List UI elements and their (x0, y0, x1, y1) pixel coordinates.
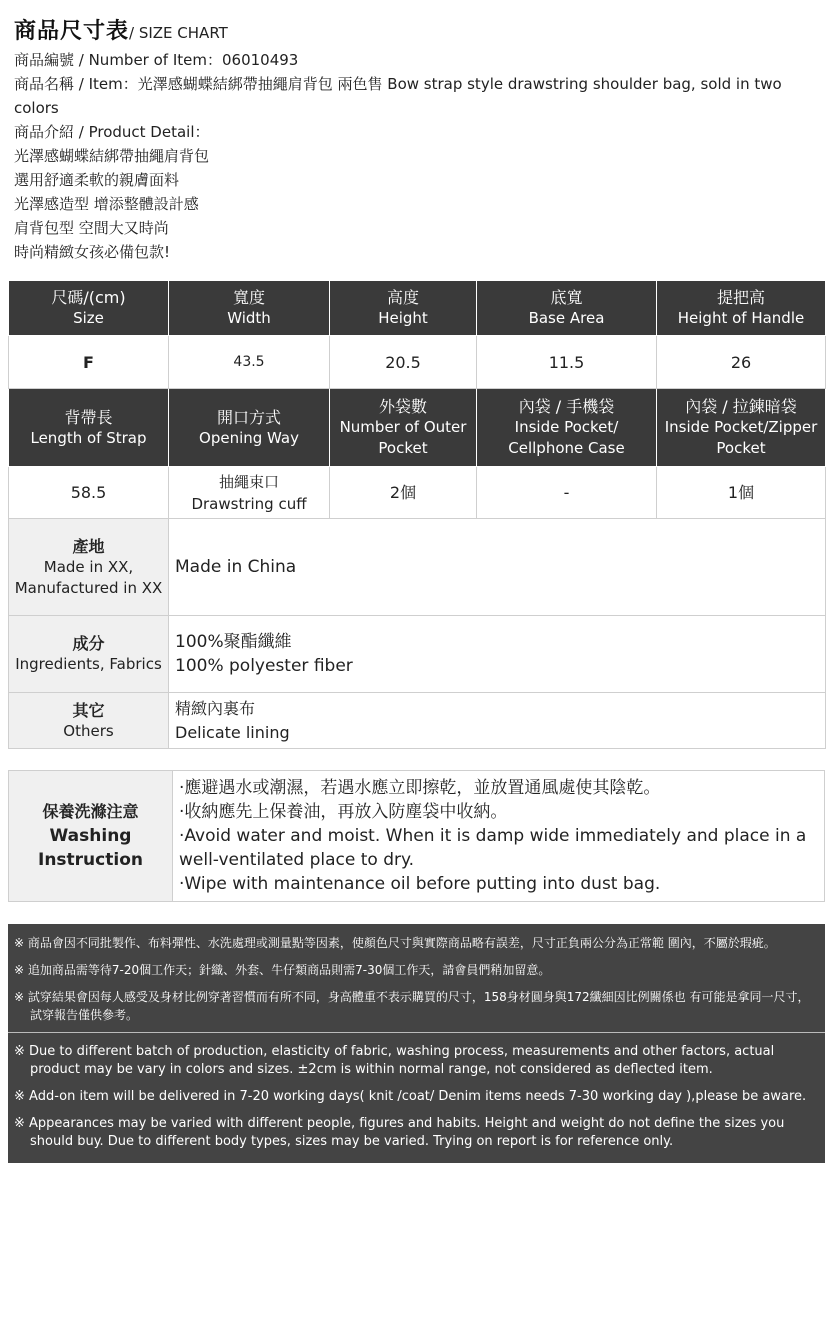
item-number: 商品編號 / Number of Item：06010493 (14, 51, 299, 69)
detail-header-row (9, 389, 826, 467)
header-cell-handle-height: 提把高 Height of Handle (657, 281, 826, 336)
washing-line: ·應避遇水或潮濕，若遇水應立即擦乾，並放置通風處使其陰乾。 (179, 778, 661, 798)
origin-row (9, 519, 826, 616)
header-cell-width: 寬度 Width (169, 281, 330, 336)
detail-value-row (9, 467, 826, 519)
detail-line: 光澤感蝴蝶結綁帶抽繩肩背包 (14, 147, 210, 165)
item-name: 商品名稱 / Item：光澤感蝴蝶結綁帶抽繩肩背包 兩色售 Bow strap style drawstring shoulder bag, sold in two colors (14, 75, 782, 117)
header-cell-cellphone-pocket: 內袋 / 手機袋 Inside Pocket/ Cellphone Case (477, 389, 657, 467)
origin-label: 產地 Made in XX, Manufactured in XX (9, 519, 169, 616)
header-cell-opening: 開口方式 Opening Way (169, 389, 330, 467)
value-height: 20.5 (330, 336, 477, 389)
others-label: 其它 Others (9, 693, 169, 749)
product-info (14, 48, 814, 264)
note-item: ※ 追加商品需等待7-20個工作天；針織、外套、牛仔類商品則需7-30個工作天，請會員們稍加留意。 (14, 963, 551, 977)
washing-line: ·Avoid water and moist. When it is damp wide immediately and place in a well-ventilated place to dry. (179, 826, 807, 870)
detail-line: 光澤感造型 增添整體設計感 (14, 195, 199, 213)
title-main: 商品尺寸表 (14, 19, 130, 44)
header-cell-strap: 背帶長 Length of Strap (9, 389, 169, 467)
note-item: ※ Due to different batch of production, elasticity of fabric, washing process, measurements and other factors, actual product may be vary in colors and sizes. ±2cm is within normal range, not considered as deflected item. (14, 1044, 775, 1077)
value-cellphone-pocket: - (477, 467, 657, 519)
header-cell-height: 高度 Height (330, 281, 477, 336)
value-strap: 58.5 (9, 467, 169, 519)
value-base-area: 11.5 (477, 336, 657, 389)
ingredients-value: 100%聚酯纖維 100% polyester fiber (169, 616, 826, 693)
note-item: ※ 商品會因不同批製作、布料彈性、水洗處理或測量點等因素，使顏色尺寸與實際商品略有誤差，尺寸正負兩公分為正常範 圍內，不屬於瑕疵。 (14, 936, 776, 950)
others-value: 精緻內裏布 Delicate lining (169, 693, 826, 749)
size-table (8, 280, 826, 749)
notes-chinese (8, 924, 825, 1033)
note-item: ※ Add-on item will be delivered in 7-20 working days( knit /coat/ Denim items needs 7-30 working day ),please be aware. (14, 1089, 807, 1104)
value-width: 43.5 (169, 336, 330, 389)
ingredients-row (9, 616, 826, 693)
note-item: ※ Appearances may be varied with different people, figures and habits. Height and weight do not define the sizes you should buy. Due to different body types, sizes may be varied. Trying on report is for reference only. (14, 1116, 785, 1149)
notes-panel (8, 924, 825, 1163)
ingredients-label: 成分 Ingredients, Fabrics (9, 616, 169, 693)
value-size: F (9, 336, 169, 389)
origin-value: Made in China (169, 519, 826, 616)
header-cell-zipper-pocket: 內袋 / 拉鍊暗袋 Inside Pocket/Zipper Pocket (657, 389, 826, 467)
note-item: ※ 試穿結果會因每人感受及身材比例穿著習慣而有所不同，身高體重不表示購買的尺寸，158身材圓身與172纖細因比例關係也 有可能是拿同一尺寸，試穿報告僅供參考。 (14, 990, 810, 1022)
detail-line: 選用舒適柔軟的親膚面料 (14, 171, 180, 189)
header-cell-size: 尺碼/(cm) Size (9, 281, 169, 336)
washing-line: ·收納應先上保養油，再放入防塵袋中收納。 (179, 802, 508, 822)
washing-row (9, 771, 825, 902)
value-opening: 抽繩束口 Drawstring cuff (169, 467, 330, 519)
header-cell-outer-pocket: 外袋數 Number of Outer Pocket (330, 389, 477, 467)
size-value-row (9, 336, 826, 389)
value-zipper-pocket: 1個 (657, 467, 826, 519)
header-cell-base-area: 底寬 Base Area (477, 281, 657, 336)
value-handle-height: 26 (657, 336, 826, 389)
washing-line: ·Wipe with maintenance oil before putting into dust bag. (179, 874, 661, 894)
detail-line: 時尚精緻女孩必備包款! (14, 243, 171, 261)
page-title (14, 14, 228, 45)
washing-table (8, 770, 825, 902)
detail-line: 肩背包型 空間大又時尚 (14, 219, 169, 237)
product-detail-heading: 商品介紹 / Product Detail： (14, 123, 210, 141)
value-outer-pocket: 2個 (330, 467, 477, 519)
notes-english (8, 1033, 825, 1163)
washing-instructions (173, 771, 825, 902)
washing-label: 保養洗滌注意 Washing Instruction (9, 771, 173, 902)
others-row (9, 693, 826, 749)
size-header-row (9, 281, 826, 336)
title-sub: / SIZE CHART (129, 24, 228, 42)
